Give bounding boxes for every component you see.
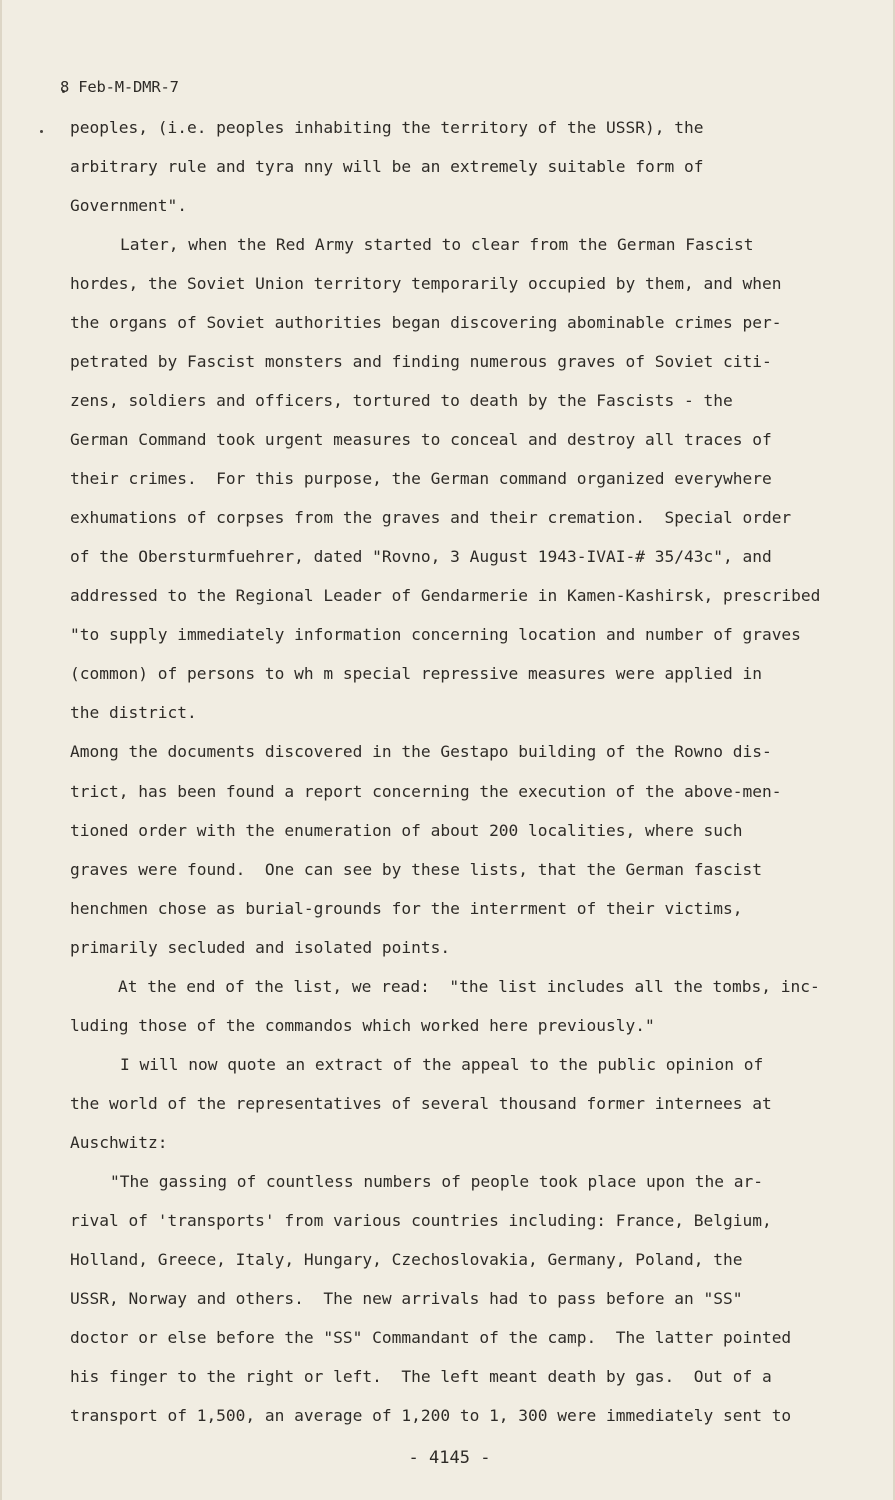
text-line: Among the documents discovered in the Gestapo building of the Rowno dis- [70, 742, 772, 761]
text-line: the organs of Soviet authorities began discovering abominable crimes per- [70, 313, 782, 332]
text-line: Holland, Greece, Italy, Hungary, Czechoslovakia, Germany, Poland, the [70, 1250, 743, 1269]
page-number: - 4145 - [408, 1448, 491, 1468]
text-line: his finger to the right or left. The left meant death by gas. Out of a [70, 1367, 772, 1386]
text-line: doctor or else before the "SS" Commandant of the camp. The latter pointed [70, 1328, 792, 1347]
text-line: tioned order with the enumeration of about 200 localities, where such [70, 821, 743, 840]
text-line: "to supply immediately information concerning location and number of graves [70, 625, 801, 644]
text-line: Auschwitz: [70, 1133, 168, 1152]
text-line: I will now quote an extract of the appeal to the public opinion of [120, 1055, 764, 1074]
text-line: At the end of the list, we read: "the list includes all the tombs, inc- [118, 977, 820, 996]
text-line: (common) of persons to wh m special repressive measures were applied in [70, 664, 762, 683]
text-line: peoples, (i.e. peoples inhabiting the territory of the USSR), the [70, 118, 704, 137]
text-line: USSR, Norway and others. The new arrivals had to pass before an "SS" [70, 1289, 743, 1308]
text-line: rival of 'transports' from various countries including: France, Belgium, [70, 1211, 772, 1230]
text-line: their crimes. For this purpose, the German command organized everywhere [70, 469, 772, 488]
text-line: arbitrary rule and tyra nny will be an extremely suitable form of [70, 157, 704, 176]
text-line: the district. [70, 703, 197, 722]
text-line: zens, soldiers and officers, tortured to death by the Fascists - the [70, 391, 733, 410]
text-line: trict, has been found a report concerning the execution of the above-men- [70, 782, 782, 801]
text-line: the world of the representatives of several thousand former internees at [70, 1094, 772, 1113]
text-line: addressed to the Regional Leader of Gendarmerie in Kamen-Kashirsk, prescribed [70, 586, 821, 605]
text-line: Later, when the Red Army started to clear from the German Fascist [120, 235, 754, 254]
text-line: luding those of the commandos which worked here previously." [70, 1016, 655, 1035]
text-line: petrated by Fascist monsters and finding numerous graves of Soviet citi- [70, 352, 772, 371]
ink-speck [40, 130, 43, 133]
text-line: graves were found. One can see by these lists, that the German fascist [70, 860, 762, 879]
text-line: Government". [70, 196, 187, 215]
text-line: exhumations of corpses from the graves and their cremation. Special order [70, 508, 792, 527]
text-line: German Command took urgent measures to conceal and destroy all traces of [70, 430, 772, 449]
text-line: of the Obersturmfuehrer, dated "Rovno, 3 August 1943-IVAI-# 35/43c", and [70, 547, 772, 566]
text-line: primarily secluded and isolated points. [70, 938, 451, 957]
text-line: henchmen chose as burial-grounds for the interrment of their victims, [70, 899, 743, 918]
text-line: transport of 1,500, an average of 1,200 to 1, 300 were immediately sent to [70, 1406, 792, 1425]
text-line: hordes, the Soviet Union territory temporarily occupied by them, and when [70, 274, 782, 293]
document-header: 8 Feb-M-DMR-7 [60, 78, 179, 96]
text-line: "The gassing of countless numbers of people took place upon the ar- [110, 1172, 763, 1191]
